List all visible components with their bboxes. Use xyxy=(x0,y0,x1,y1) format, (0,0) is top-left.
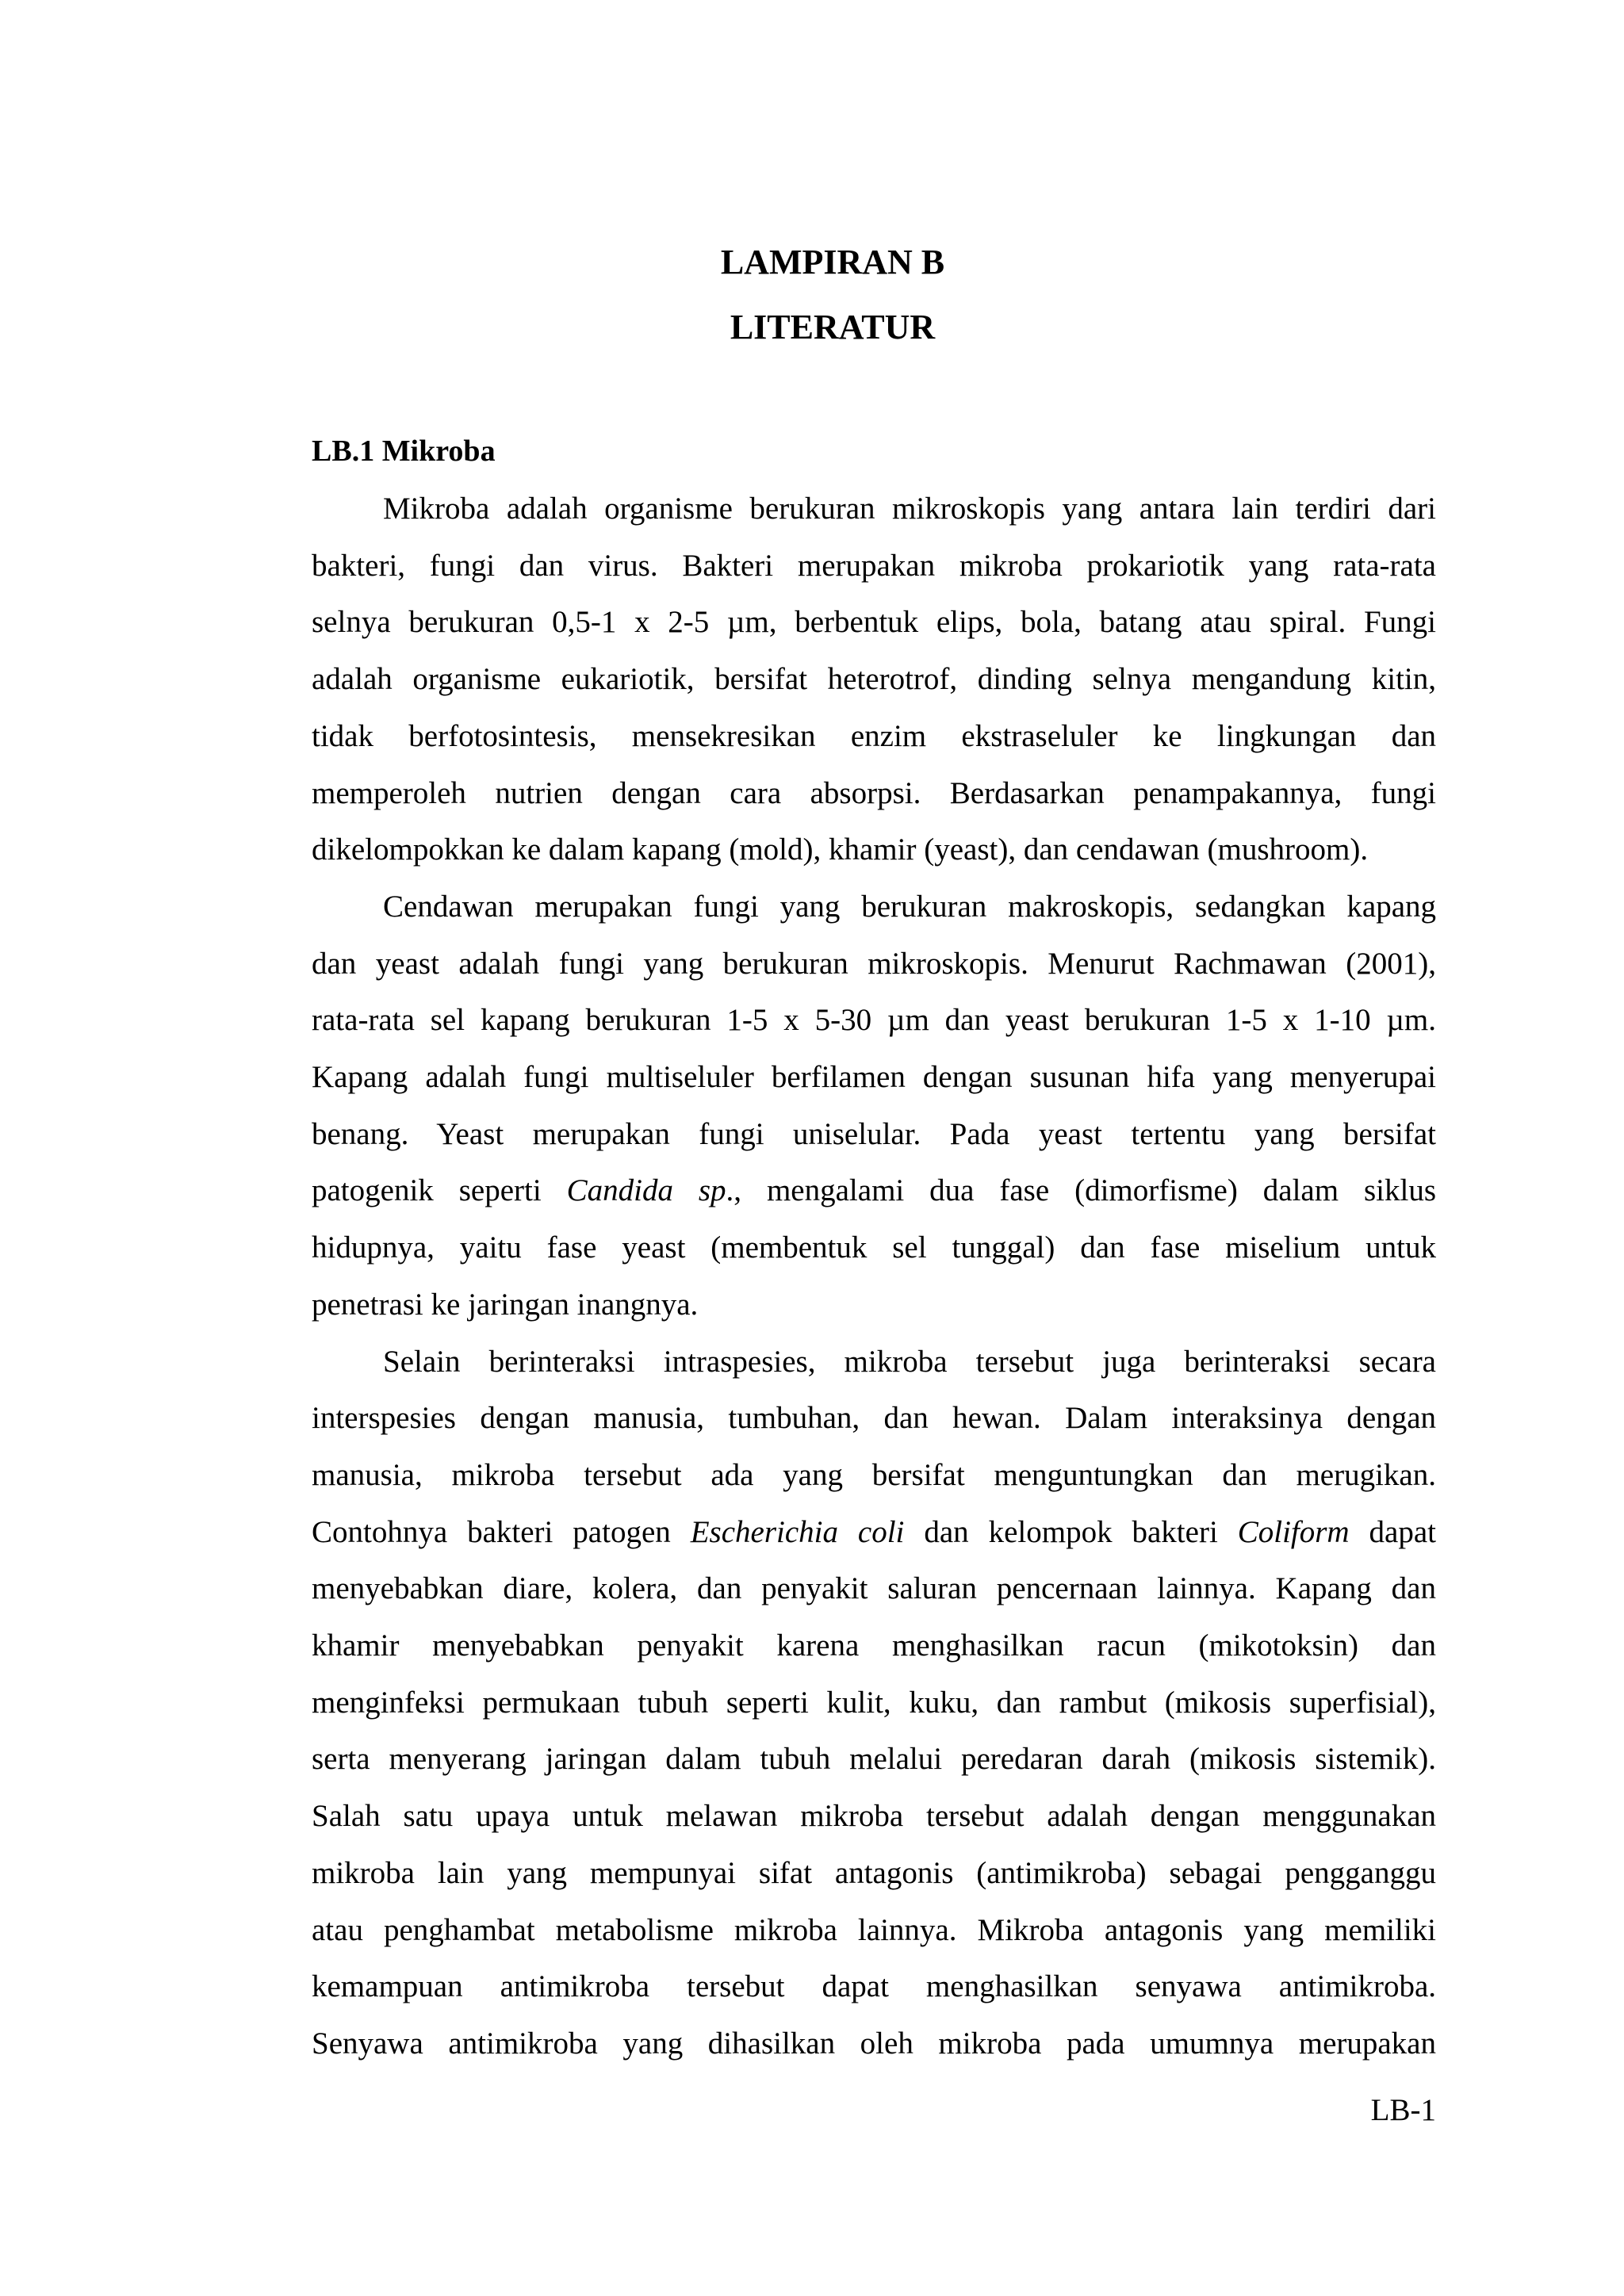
text-line xyxy=(312,1617,1436,1674)
text-line xyxy=(312,765,1436,822)
text-line xyxy=(312,1788,1436,1845)
text-line xyxy=(312,651,1436,708)
italic-term: Coliform xyxy=(1237,1514,1350,1549)
text-run: memperoleh nutrien dengan cara absorpsi. Berdasarkan penampakannya, fungi xyxy=(312,775,1436,810)
text-run: Contohnya bakteri patogen xyxy=(312,1514,691,1549)
text-line xyxy=(312,878,1436,936)
text-run: menyebabkan diare, kolera, dan penyakit saluran pencernaan lainnya. Kapang dan xyxy=(312,1571,1436,1606)
text-run: rata-rata sel kapang berukuran 1-5 x 5-30 µm dan yeast berukuran 1-5 x 1-10 µm. xyxy=(312,1003,1436,1038)
text-line xyxy=(312,1958,1436,2015)
paragraph xyxy=(312,1334,1436,2072)
text-run: Salah satu upaya untuk melawan mikroba tersebut adalah dengan menggunakan xyxy=(312,1799,1436,1834)
text-line xyxy=(312,1504,1436,1561)
paragraph xyxy=(312,480,1436,878)
text-line xyxy=(312,1902,1436,1959)
text-line xyxy=(312,1276,1436,1334)
text-run: ., mengalami dua fase (dimorfisme) dalam siklus xyxy=(726,1173,1437,1208)
text-line xyxy=(312,1731,1436,1788)
text-run: hidupnya, yaitu fase yeast (membentuk sel tunggal) dan fase miselium untuk xyxy=(312,1230,1436,1265)
text-line xyxy=(312,1674,1436,1732)
appendix-subtitle: LITERATUR xyxy=(730,308,936,346)
text-line xyxy=(312,992,1436,1049)
text-run: interspesies dengan manusia, tumbuhan, dan hewan. Dalam interaksinya dengan xyxy=(312,1401,1436,1436)
text-line xyxy=(312,1390,1436,1447)
text-run: Mikroba adalah organisme berukuran mikroskopis yang antara lain terdiri dari xyxy=(383,492,1436,526)
text-line xyxy=(312,1219,1436,1276)
text-run: khamir menyebabkan penyakit karena menghasilkan racun (mikotoksin) dan xyxy=(312,1628,1436,1663)
text-line xyxy=(312,1447,1436,1504)
text-run: mikroba lain yang mempunyai sifat antagonis (antimikroba) sebagai pengganggu xyxy=(312,1855,1436,1890)
text-run: selnya berukuran 0,5-1 x 2-5 µm, berbentuk elips, bola, batang atau spiral. Fungi xyxy=(312,605,1436,640)
text-run: dikelompokkan ke dalam kapang (mold), khamir (yeast), dan cendawan (mushroom). xyxy=(312,832,1369,867)
text-run: bakteri, fungi dan virus. Bakteri merupakan mikroba prokariotik yang rata-rata xyxy=(312,548,1436,583)
text-run: penetrasi ke jaringan inangnya. xyxy=(312,1287,699,1322)
text-run: patogenik seperti xyxy=(312,1173,567,1208)
paragraph xyxy=(312,878,1436,1334)
text-line xyxy=(312,2015,1436,2072)
text-run: serta menyerang jaringan dalam tubuh melalui peredaran darah (mikosis sistemik). xyxy=(312,1742,1436,1777)
text-run: dan kelompok bakteri xyxy=(904,1514,1238,1549)
text-run: Senyawa antimikroba yang dihasilkan oleh mikroba pada umumnya merupakan xyxy=(312,2026,1436,2061)
text-line xyxy=(312,1106,1436,1163)
italic-term: Candida sp xyxy=(566,1173,726,1208)
text-run: Cendawan merupakan fungi yang berukuran makroskopis, sedangkan kapang xyxy=(383,889,1436,924)
text-run: tidak berfotosintesis, mensekresikan enzim ekstraseluler ke lingkungan dan xyxy=(312,718,1436,753)
text-line xyxy=(312,538,1436,595)
text-line xyxy=(312,1049,1436,1106)
text-run: Kapang adalah fungi multiseluler berfilamen dengan susunan hifa yang menyerupai xyxy=(312,1060,1436,1095)
text-run: menginfeksi permukaan tubuh seperti kulit, kuku, dan rambut (mikosis superfisial), xyxy=(312,1685,1436,1720)
text-run: atau penghambat metabolisme mikroba lainnya. Mikroba antagonis yang memiliki xyxy=(312,1912,1436,1947)
italic-term: Escherichia coli xyxy=(690,1514,905,1549)
text-line xyxy=(312,1162,1436,1219)
text-line xyxy=(312,1334,1436,1391)
text-run: dapat xyxy=(1349,1514,1436,1549)
text-run: manusia, mikroba tersebut ada yang bersifat menguntungkan dan merugikan. xyxy=(312,1457,1436,1492)
title-block xyxy=(0,230,1624,360)
body-text xyxy=(312,480,1436,2072)
page-number: LB-1 xyxy=(1370,2093,1436,2127)
text-line xyxy=(312,821,1436,878)
text-line xyxy=(312,708,1436,765)
text-line xyxy=(312,1845,1436,1902)
text-run: benang. Yeast merupakan fungi uniselular. Pada yeast tertentu yang bersifat xyxy=(312,1116,1436,1151)
text-line xyxy=(312,1560,1436,1617)
section-heading: LB.1 Mikroba xyxy=(312,434,496,468)
text-run: kemampuan antimikroba tersebut dapat menghasilkan senyawa antimikroba. xyxy=(312,1969,1436,2004)
text-line xyxy=(312,594,1436,651)
appendix-title: LAMPIRAN B xyxy=(720,243,945,281)
text-line xyxy=(312,936,1436,993)
text-run: Selain berinteraksi intraspesies, mikroba tersebut juga berinteraksi secara xyxy=(383,1344,1436,1379)
text-run: dan yeast adalah fungi yang berukuran mikroskopis. Menurut Rachmawan (2001), xyxy=(312,946,1436,981)
text-run: adalah organisme eukariotik, bersifat heterotrof, dinding selnya mengandung kitin, xyxy=(312,662,1436,697)
text-line xyxy=(312,480,1436,538)
